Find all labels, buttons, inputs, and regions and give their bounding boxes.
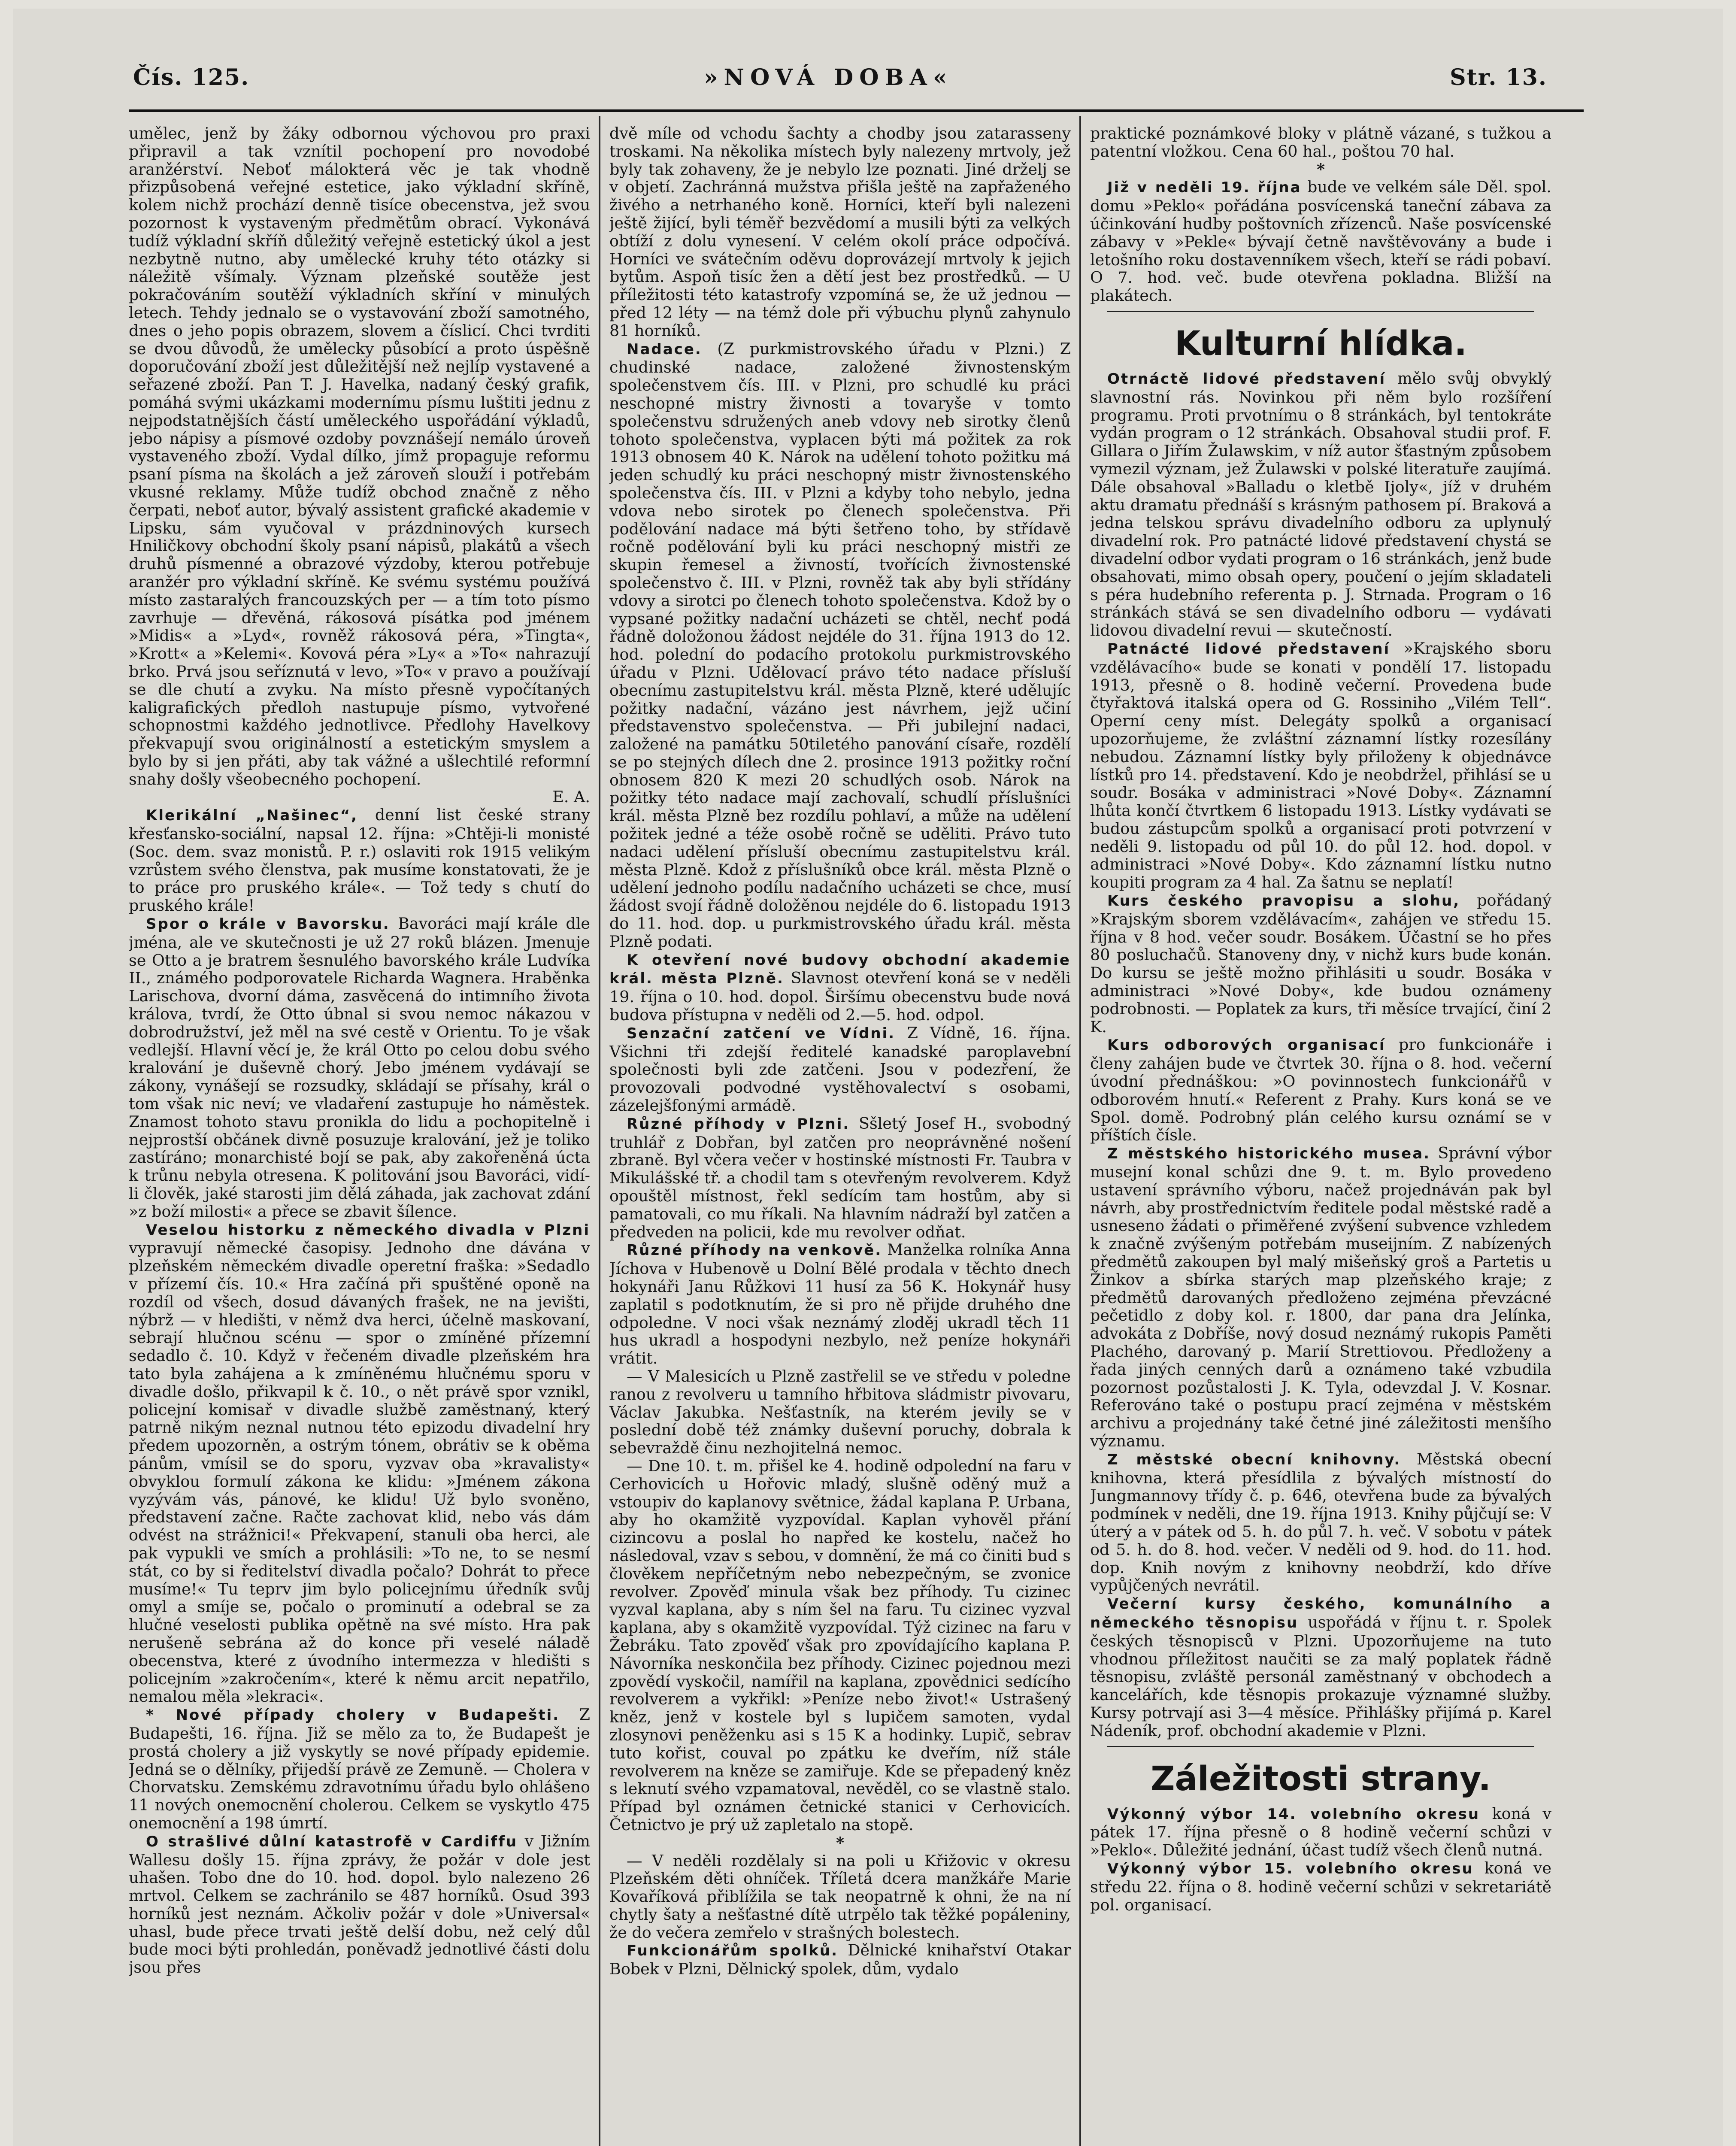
article <box>129 1706 590 1832</box>
article-heading: Kurs českého pravopisu a slohu, <box>1107 892 1460 910</box>
article <box>609 1241 1071 1367</box>
article <box>1090 1036 1551 1144</box>
article-heading: Z městské obecní knihovny. <box>1107 1451 1401 1468</box>
article-heading: Výkonný výbor 14. volebního okresu <box>1107 1805 1480 1823</box>
article-text: (Z purkmistrovského úřadu v Plzni.) Z chudinské nadace, založené živnostenským společenstvem čís. III. v Plzni, pro schudlé ku práci neschopné mistry živnosti a tovaryše v tomto společenstvu sdružených aneb vdovy neb sirotky členů tohoto společenstva, vyplacen býti má požitek za rok 1913 obnosem 40 K. Nárok na udělení tohoto požitku má jeden schudlý ku práci neschopný mistr živnostenského společenstva čís. III. v Plzni a kdyby toho nebylo, jedna vdova nebo sirotek po členech společenstva. Při podělování nadace má býti šetřeno toho, by střídavě ročně podělování byli ku práci neschopný mistři ze skupin řemesel a živností, tvořících živnostenské společenstvo č. III. v Plzni, rovněž tak aby byli střídány vdovy a sirotci po členech tohoto společenstva. Kdož by o vypsané požitky nadační ucházeti se chtěl, nechť podá řádně doložonou žádost nejdéle do 31. října 1913 do 12. hod. polední do podacího protokolu purkmistrovského úřadu v Plzni. Udělovací právo této nadace přísluší obecnímu zastupitelstvu král. města Plzně, které udělujíc požitky nadační, vázáno jest návrhem, jejž učiní představenstvo společenstva. — Při jubilejní nadaci, založené na památku 50tiletého panování císaře, rozdělí se po stejných dílech dne 2. prosince 1913 požitky roční obnosem 820 K mezi 20 schudlých osob. Nárok na požitky této nadace mají zachovalí, schudlí příslušníci král. města Plzně bez rozdílu pohlaví, a může na udělení požitek jedné a téže osobě ročně se uděliti. Právo tuto nadaci udělení přísluší obecnímu zastupitelstvu král. města Plzně. Kdož z příslušníků obce král. města Plzně o udělení jednoho podílu nadačního ucházeti se chce, musí žádost svojí řádně doložěnou nejdéle do 6. listopadu 1913 do 11. hod. dop. u purkmistrovského úřadu král. města Plzně podati. <box>609 339 1071 951</box>
article-text: pořádaný »Krajským sborem vzdělávacím«, zahájen ve středu 15. října v 8 hod. večer soudr. Bosákem. Účastní se ho přes 80 posluchačů. Stanoveny dny, v nichž kurs bude konán. Do kursu se ještě možno přihlásiti u soudr. Bosáka v administraci »Nové Doby«, kde budou oznámeny podrobnosti. — Poplatek za kurs, tři měsíce trvající, činí 2 K. <box>1090 891 1551 1036</box>
section-title: Kulturní hlídka. <box>1174 324 1467 363</box>
article-heading: Klerikální „Našinec“, <box>146 807 358 824</box>
column-1 <box>129 124 590 2146</box>
article <box>1090 370 1551 640</box>
article-text: bude ve velkém sále Děl. spol. domu »Peklo« pořádána posvícenská taneční zábava za účinkování hudby poštovních zřízenců. Naše posvícenské zábavy v »Pekle« bývají četně navštěvovány a bude i letošního roku dostavenníkem všech, kteří se rádi pobaví. O 7. hod. več. bude otevřena pokladna. Bližší na plakátech. <box>1090 178 1551 305</box>
article-text: Z Budapešti, 16. října. Již se mělo za to, že Budapešt je prostá cholery a již vyskytly se nové případy epidemie. Jedná se o dělníky, přijedší právě ze Zemuně. — Cholera v Chorvatsku. Zemskému zdravotnímu úřadu bylo ohlášeno 11 nových onemocnění cholerou. Celkem se vyskytlo 475 onemocnění a 198 úmrtí. <box>129 1705 590 1832</box>
article-heading: Kurs odborových organisací <box>1107 1037 1386 1054</box>
column-divider <box>599 116 600 2146</box>
article-text: vypravují německé časopisy. Jednoho dne dávána v plzeňském německém divadle operetní fraška: »Sedadlo v přízemí čís. 10.« Hra začíná při spuštěné oponě na rozdíl od všech, dosud dávaných frašek, ne na jevišti, nýbrž — v hledišti, v němž dva herci, účelně maskovaní, sebrají hlučnou scénu — spor o zmíněné přízemní sedadlo č. 10. Když v řečeném divadle plzeňském hra tato byla zahájena a k zmíněnému hlučnému sporu v divadle došlo, přikvapil k č. 10., o nět právě spor vznikl, policejní komisař v divadle službě zaměstnaný, který patrně nikým neznal nutnou této epizodu divadelní hry předem upozorněn, a ostrým tónem, obrátiv se k oběma pánům, vmísil se do sporu, vyzvav oba »kravalisty« obvyklou formulí zákona ke klidu: »Jménem zákona vyzývám vás, pánové, ke klidu! Už bylo svoněno, představení začne. Račte zachovat klid, nebo vás dám odvést na strážnici!« Překvapení, stanuli oba herci, ale pak vypukli ve smích a prohlásili: »To ne, to se nesmí stát, co by si ředitelství divadla počalo? Dohrát to přece musíme!« Tu teprv jim bylo policejnímu úředník svůj omyl a smíje se, počalo o prominutí a odebral se za hlučné veselosti publika opětně na své místo. Hra pak nerušeně sebrána až do konce při veselé náladě obecenstva, které z úvodního intermezza v hledišti s policejním »zakročením«, které k němu arcit nepatřilo, nemalou měla »lekraci«. <box>129 1239 590 1706</box>
article <box>609 951 1071 1024</box>
article <box>1090 1594 1551 1740</box>
article-text: »Krajského sboru vzdělávacího« bude se konati v pondělí 17. listopadu 1913, přesně o 8. hodině večerní. Provedena bude čtyřaktová italská opera od G. Rossiniho „Vilém Tell“. Operní ceny míst. Delegáty spolků a organisací upozorňujeme, že zvláštní záznamní lístky rozesílány nebudou. Záznamní lístky byly přiloženy k objednávce lístků pro 14. představení. Kdo je neobdržel, přihlásí se u soudr. Bosáka v administraci »Nové Doby«. Záznamní lhůta končí čtvrtkem 6 listopadu 1913. Lístky vydávati se budou zástupcům spolků a organisací proti potvrzení v neděli 9. listopadu od půl 10. do půl 12. hod. dopol. v administraci »Nové Doby«. Kdo záznamní lístku nutno koupiti program za 4 hal. Za šatnu se neplatí! <box>1090 639 1551 892</box>
section-star: * <box>836 1833 845 1852</box>
article <box>609 1941 1071 1978</box>
article-signature: E. A. <box>552 788 590 806</box>
article <box>609 340 1071 951</box>
column-2 <box>609 124 1071 2146</box>
article-heading: K otevření nové budovy obchodní akademie král. města Plzně. <box>609 951 1071 988</box>
article-heading: Výkonný výbor 15. volebního okresu <box>1107 1860 1474 1877</box>
article <box>1090 178 1551 305</box>
article <box>129 806 590 915</box>
article-heading: O strašlivé důlní katastrofě v Cardiffu <box>146 1833 518 1850</box>
article <box>1090 640 1551 891</box>
article-heading: Večerní kursy českého, komunálního a německého těsnopisu <box>1090 1595 1551 1631</box>
article-text: mělo svůj obvyklý slavnostní rás. Novinkou při něm bylo rozšíření programu. Proti prvotnímu o 8 stránkách, byl tentokráte vydán program o 12 stránkách. Obsahoval studii prof. F. Gillara o Jiřím Žulawskim, v níž autor šťastným způsobem vymezil význam, jež Žulawski v polské literatuře zaujímá. Dále obsahoval »Balladu o kletbě Ijoly«, jíž v druhém aktu dramatu přednáší s krásným pathosem pí. Braková a jedna telskou správu divadelního odboru za uplynulý divadelní rok. Pro patnácté lidové představení chystá se divadelní odbor vydati program o 16 stránkách, jenž bude obsahovati, mimo obsah opery, poučení o jejím skladateli s péra hudebního referenta p. J. Strnada. Program o 16 stránkách stává se sen divadelního odboru — vydávati lidovou divadelní revui — skutečností. <box>1090 369 1551 640</box>
article-heading: Z městského historického musea. <box>1107 1145 1431 1163</box>
article-text: pro funkcionáře i členy zahájen bude ve čtvrtek 30. října o 8. hod. večerní úvodní přednáškou: »O povinnostech funkcionářů v odborovém hnutí.« Referent z Prahy. Kurs koná se ve Spol. domě. Podrobný plán celého kursu oznámí se v příštích čísle. <box>1090 1035 1551 1145</box>
article <box>609 1115 1071 1241</box>
issue-number: Čís. 125. <box>133 64 250 91</box>
section-rule <box>1107 1746 1534 1747</box>
article <box>1090 1450 1551 1594</box>
article-text: Dělnické knihařství Otakar Bobek v Plzni, Dělnický spolek, dům, vydalo <box>609 1941 1071 1979</box>
article-heading: Otrnáctě lidové představení <box>1107 370 1386 388</box>
article-text: v Jižním Wallesu došly 15. října zprávy, že požár v dole jest uhašen. Tobo dne do 10. hod. dopol. bylo nalezeno 26 mrtvol. Celkem se zachránilo se 487 horníků. Osud 393 horníků jest neznám. Ačkoliv požár v dole »Universal« uhasl, bude přece trvati ještě delší dobu, než celý důl bude moci býti prohledán, poněvadž jednotlivé části dolu jsou přes <box>129 1831 590 1977</box>
article-text: — Dne 10. t. m. přišel ke 4. hodině odpolední na faru v Cerhovicích u Hořovic mladý, slušně oděný muž a vstoupiv do kaplanovy světnice, žádal kaplana P. Urbana, aby ho okamžitě vyzpovídal. Kaplan vyhověl přání cizincovu a poslal ho napřed ke kostelu, načež ho následoval, vzav s sebou, v domnění, že má co činiti bud s člověkem nepříčetným nebo nebezpečným, se zvonice revolver. Zpověď minula však bez příhody. Tu cizinec vyzval kaplana, aby s ním šel na faru. Tu cizinec vyzval kaplana, aby s okamžitě vyzpovídal. Týž cizinec na faru v Žebráku. Tato zpověď však pro zpovídajícího kaplana P. Návorníka neskončila bez příhody. Cizinec pojednou mezi zpovědí vyskočil, namířil na kaplana, zpovědnici sedícího revolverem a vykřikl: »Peníze nebo život!« Ustrašený kněz, jenž v kostele byl s lupičem samoten, vydal zlosynovi peněženku asi s 15 K a hodinky. Lupič, sebrav tuto kořist, couval po zpátku ke dveřím, níž stále revolverem na kněze se zamiřuje. Kde se přepadený kněz s leknutí svého vzpamatoval, nevěděl, co se vlastně stalo. Případ byl oznámen četnické stanici v Cerhovicích. Četnictvo je prý už zapletalo na stopě. <box>609 1456 1071 1834</box>
article-heading: Spor o krále v Bavorsku. <box>146 915 390 933</box>
article-text: Bavoráci mají krále dle jména, ale ve skutečnosti je už 27 roků blázen. Jmenuje se Otto a je bratrem šesnulého bavorského krále Ludvíka II., známého podporovatele Richarda Wagnera. Hraběnka Larischova, dvorní dáma, zasvěcená do intimního života králova, tvrdí, že Otto úbnal si svou nemoc nákazou v dobrodružství, jež měl na své cestě v Orientu. To je však vedlejší. Hlavní věcí je, že král Otto po celou dobu svého kralování je duševně chorý. Jebo jménem vydávají se zákony, vynášejí se rozsudky, skládají se přísahy, král o tom však nic neví; ve vladaření zastupuje ho náměstek. Znamost tohoto stavu pronikla do lidu a pochopitelně i nejprostší občánek divně posuzuje kralování, jež je toliko zastíráno; monarchisté bojí se pak, aby zakořeněná úcta k trůnu nebyla otresena. K politování jsou Bavoráci, vidí-li člověk, jaké starosti jim dělá záhada, jak zachovat zdání »z boží milosti« a přece se zbavit šílence. <box>129 914 590 1221</box>
article-heading: Různé příhody v Plzni. <box>627 1115 850 1133</box>
article-heading: Nadace. <box>627 340 702 358</box>
masthead-title: »NOVÁ DOBA« <box>704 64 953 91</box>
article <box>1090 1805 1551 1859</box>
article-text: Sšletý Josef H., svobodný truhlář z Dobřan, byl zatčen pro neoprávněné nošení zbraně. Byl včera večer v hostinské místnosti Fr. Taubra v Mikulášské tř. a chodil tam s otevřeným revolverem. Když opouštěl místnost, řekl sedícím tam hostům, aby si pamatovali, co mu říkali. Na hlavním nádraží byl zatčen a předveden na policii, kde mu revolver odňat. <box>609 1114 1071 1241</box>
article <box>1090 1144 1551 1450</box>
article <box>129 1221 590 1706</box>
article-heading: Již v neděli 19. října <box>1107 179 1302 197</box>
article <box>1090 1859 1551 1914</box>
page-number: Str. 13. <box>1450 64 1547 91</box>
article-text: denní list české strany křesťansko-sociální, napsal 12. října: »Chtěji-li monisté (Soc. dem. svaz monistů. P. r.) oslaviti rok 1915 velikým vzrůstem svého členstva, pak musíme konstatovati, že je to práce pro pruského krále«. — Tož tedy s chutí do pruského krále! <box>129 806 590 915</box>
column-3 <box>1090 124 1551 2146</box>
header-rule <box>129 109 1584 112</box>
article-text: praktické poznámkové bloky v plátně vázané, s tužkou a patentní vložkou. Cena 60 hal., poštou 70 hal. <box>1090 124 1551 161</box>
article-heading: Různé příhody na venkově. <box>627 1242 882 1259</box>
article-text: umělec, jenž by žáky odbornou výchovou pro praxi připravil a tak vznítil pochopení pro novodobé aranžérství. Neboť málokterá věc je tak vhodně přizpůsobená veřejné estetice, jako výkladní skříně, kolem nichž prochází denně tisíce obecenstva, jež svou pozornost k vystaveným předmětům obrací. Vykonává tudíž výkladní skříň důležitý veřejně estetický úkol a jest nezbytně nutno, aby umělecké kruhy této otázky si náležitě všímaly. Význam plzeňské soutěže jest pokračováním soutěží výkladních skříní v minulých letech. Tehdy jednalo se o vystavování zboží samotného, dnes o jeho popis obrazem, slovem a číslicí. Chci tvrditi se dvou důvodů, že umělecky působící a proto úspěšně doporučování zboží jest důležitější než nejlíp vystavené a seřazené zboží. Pan T. J. Havelka, nadaný český grafik, pomáhá svými ukázkami modernímu písmu luštiti jednu z nejpodstatnějších částí uměleckého uspořádání výkladů, jebo nápisy a písmové ozdoby povznášejí nemálo úroveň vystaveného zboží. Vydal dílko, jímž propaguje reformu psaní písma na školách a jež zároveň slouží i potřebám vkusné reklamy. Může tudíž obchod značně z něho čerpati, neboť autor, bývalý assistent grafické akademie v Lipsku, sám vyučoval v prázdninových kursech Hniličkovy obchodní školy psaní nápisů, plakátů a všech druhů písmenné a obrazové výzdoby, kterou potřebuje aranžér pro výkladní skříně. Ke svému systému používá místo zastaralých francouzských per — a tím toto písmo zavrhuje — dřevěná, rákosová písátka pod jménem »Midis« a »Lyd«, rovněž rákosová péra, »Tingta«, »Krott« a »Kelemi«. Kovová péra »Ly« a »To« nahrazují brko. Prvá jsou seříznutá v levo, »To« v pravo a používají se dle chutí a zvyku. Na místo přesně vypočítaných kaligrafických předloh nastupuje písmo, vytvořené schopnostmi každého jednotlivce. Předlohy Havelkovy překvapují svou originálností a estetickým smyslem a bylo by si jen přáti, aby tak vážné a ušlechtilé reformní snahy došly všeobecného pochopení. <box>129 124 590 788</box>
article-text: — V neděli rozdělaly si na poli u Křižovic v okresu Plzeňském děti ohníček. Tříletá dcera manžkáře Marie Kovaříková přiblížila se tak neopatrně k ohni, že na ní chytly šaty a nešťastné dítě utrpělo tak těžké popáleniny, že do večera zemřelo v strašných bolestech. <box>609 1851 1071 1942</box>
article-text: koná v pátek 17. října přesně o 8 hodině večerní schůzi v »Peklo«. Důležité jednání, účast tudíž všech členů nutná. <box>1090 1804 1551 1860</box>
section-title: Záležitosti strany. <box>1150 1759 1491 1798</box>
article-text: — V Malesicích u Plzně zastřelil se ve středu v poledne ranou z revolveru u tamního hřbitova sládmistr pivovaru, Václav Jakubka. Nešťastník, na kterém jevily se v poslední době též známky duševní poruchy, dobrala k sebevraždě činu nezhojitelná nemoc. <box>609 1367 1071 1458</box>
section-star: * <box>1316 160 1325 179</box>
article-heading: Patnácté lidové představení <box>1107 640 1391 658</box>
article <box>129 1832 590 1976</box>
article-text: Manželka rolníka Anna Jíchova v Hubenově u Dolní Bělé prodala v těchto dnech hokynáři Janu Růžkovi 11 husí za 56 K. Hokynář husy zaplatil s podotknutím, že si pro ně přijde druhého dne odpoledne. V noci však neznámý zloděj ukradl těch 11 hus ukradl a hospodyni nezbylo, než peníze hokynáři vrátit. <box>609 1240 1071 1368</box>
article-heading: Senzační zatčení ve Vídni. <box>627 1025 896 1042</box>
article-text: Správní výbor musejní konal schůzi dne 9. t. m. Bylo provedeno ustavení správního výboru, načež projednáván pak byl návrh, aby prostřednictvím ředitele podal městské radě a usneseno žádati o přiměřené zvýšení subvence vzhledem k značně zvýšeným potřebám museijním. Z nabízených předmětů zakoupen byl malý mišeňský groš a Partetis u Žinkov a sbírka starých map plzeňského kraje; z předmětů darovaných předloženo zejména převzácné pečetidlo z doby kol. r. 1800, dar pana dra Jelínka, advokáta z Dobříše, nový dosud neznámý rukopis Paměti Plachého, darovaný p. Marií Strettiovou. Předloženy a řada jiných cenných darů a oznámeno také vzbudila pozornost pozůstalosti J. K. Tyla, odevzdal J. V. Kosnar. Referováno také o postupu prací zejména v městském archivu a projednány také četné jiné záležitosti menšího významu. <box>1090 1144 1551 1450</box>
article-text: Slavnost otevření koná se v neděli 19. října o 10. hod. dopol. Širšímu obecenstvu bude nová budova přístupna v neděli od 2.—5. hod. odpol. <box>609 969 1071 1025</box>
article-text: Z Vídně, 16. října. Všichni tři zdejší ředitelé kanadské paroplavební společnosti byli zde zatčeni. Jsou v podezření, že provozovali podvodné vystěhovalectví s osobami, zázelejšfonými armádě. <box>609 1023 1071 1115</box>
article-heading: Veselou historku z německého divadla v Plzni <box>146 1221 590 1239</box>
article-text: koná ve středu 22. října o 8. hodině večerní schůzi v sekretariátě pol. organisací. <box>1090 1858 1551 1914</box>
article-heading: Funkcionářům spolků. <box>627 1942 839 1960</box>
article-text: uspořádá v říjnu t. r. Spolek českých těsnopisců v Plzni. Upozorňujeme na tuto vhodnou příležitost naučiti se za malý poplatek řádně těsnopisu, zvláště personál zaměstnaný v obchodech a kancelářích, kde těsnopis prokazuje významné služby. Kursy potrvají asi 3—4 měsíce. Přihlášky přijímá p. Karel Nádeník, prof. obchodní akademie v Plzni. <box>1090 1613 1551 1740</box>
article <box>129 915 590 1221</box>
article-text: Městská obecní knihovna, která přesídlila z bývalých místností do Jungmannovy třídy č. p. 646, otevřena bude za bývalých podmínek v neděli, dne 19. října 1913. Knihy půjčují se: V úterý a v pátek od 5. h. do půl 7. h. več. V sobotu v pátek od 5. h. do 8. hod. večer. V neděli od 9. hod. do 11. hod. dop. Knih novým z knihovny neobdrží, kdo dříve vypůjčených nevrátil. <box>1090 1449 1551 1595</box>
section-rule <box>1107 311 1534 312</box>
article-heading: * Nové případy cholery v Budapešti. <box>146 1706 560 1724</box>
article <box>609 1024 1071 1115</box>
column-divider <box>1079 116 1081 2146</box>
article-text: dvě míle od vchodu šachty a chodby jsou zatarasseny troskami. Na několika místech byly nalezeny mrtvoly, jež byly tak zohaveny, že je nebylo lze poznati. Jiné drželj se v objetí. Zachránná mužstva přišla ještě na zapřaženého živého a netrhaného koně. Horníci, kteří byli nalezeni ještě žijící, byli téměř bezvědomí a musili býti za velkých obtíží z dolu vynesení. V celém okolí práce odpočívá. Horníci ve svátečním oděvu doprovázejí mrtvoly k jejich bytům. Aspoň tisíc žen a dětí jest bez prostředků. — U příležitosti této katastrofy vzpomíná se, že už jednou — před 12 léty — na témž dole při výbuchu plynů zahynulo 81 horníků. <box>609 124 1071 340</box>
article <box>1090 891 1551 1036</box>
